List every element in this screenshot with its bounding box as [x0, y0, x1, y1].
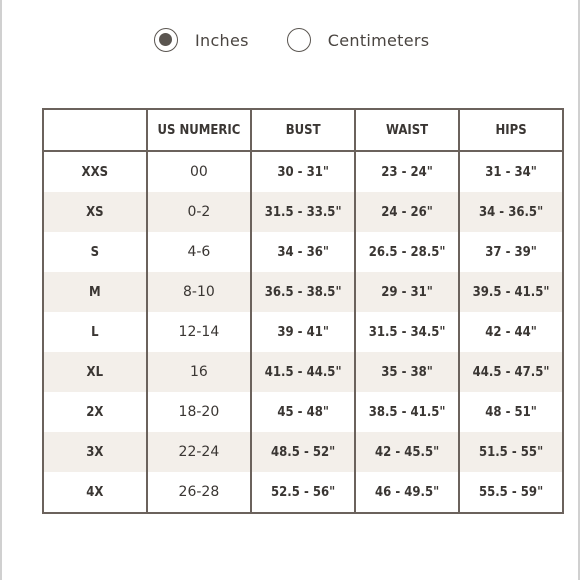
cell-size: 2X [43, 392, 147, 432]
header-hips: HIPS [459, 109, 563, 151]
cell-size: 4X [43, 472, 147, 513]
cell-hips: 55.5 - 59" [459, 472, 563, 513]
cell-waist: 31.5 - 34.5" [355, 312, 459, 352]
cell-hips: 44.5 - 47.5" [459, 352, 563, 392]
cell-hips: 34 - 36.5" [459, 192, 563, 232]
cell-waist: 23 - 24" [355, 151, 459, 192]
cell-us-numeric: 22-24 [147, 432, 252, 472]
cell-us-numeric: 16 [147, 352, 252, 392]
cell-bust: 31.5 - 33.5" [251, 192, 355, 232]
size-chart-table [42, 108, 564, 514]
table-row [43, 192, 563, 232]
unit-label-inches: Inches [195, 30, 249, 50]
cell-waist: 29 - 31" [355, 272, 459, 312]
cell-us-numeric: 12-14 [147, 312, 252, 352]
table-row [43, 151, 563, 192]
cell-size: 3X [43, 432, 147, 472]
radio-unchecked-icon[interactable] [287, 28, 311, 52]
cell-waist: 46 - 49.5" [355, 472, 459, 513]
cell-us-numeric: 26-28 [147, 472, 252, 513]
cell-bust: 48.5 - 52" [251, 432, 355, 472]
cell-hips: 37 - 39" [459, 232, 563, 272]
cell-hips: 42 - 44" [459, 312, 563, 352]
table-row [43, 232, 563, 272]
header-us-numeric: US NUMERIC [147, 109, 252, 151]
cell-us-numeric: 00 [147, 151, 252, 192]
cell-size: S [43, 232, 147, 272]
cell-size: M [43, 272, 147, 312]
table-row [43, 352, 563, 392]
cell-bust: 45 - 48" [251, 392, 355, 432]
table-row [43, 392, 563, 432]
unit-option-centimeters[interactable] [287, 28, 430, 52]
table-row [43, 472, 563, 513]
cell-bust: 41.5 - 44.5" [251, 352, 355, 392]
table-row [43, 432, 563, 472]
left-edge-divider [0, 0, 2, 580]
header-waist: WAIST [355, 109, 459, 151]
cell-bust: 36.5 - 38.5" [251, 272, 355, 312]
cell-size: XS [43, 192, 147, 232]
header-bust: BUST [251, 109, 355, 151]
table-row [43, 312, 563, 352]
table-row [43, 272, 563, 312]
cell-waist: 42 - 45.5" [355, 432, 459, 472]
cell-waist: 38.5 - 41.5" [355, 392, 459, 432]
cell-bust: 34 - 36" [251, 232, 355, 272]
cell-us-numeric: 8-10 [147, 272, 252, 312]
cell-bust: 39 - 41" [251, 312, 355, 352]
unit-option-inches[interactable] [154, 28, 249, 52]
cell-waist: 26.5 - 28.5" [355, 232, 459, 272]
cell-hips: 31 - 34" [459, 151, 563, 192]
unit-toggle [154, 24, 429, 56]
table-header-row [43, 109, 563, 151]
cell-size: XL [43, 352, 147, 392]
radio-checked-icon[interactable] [154, 28, 178, 52]
cell-size: XXS [43, 151, 147, 192]
cell-hips: 39.5 - 41.5" [459, 272, 563, 312]
cell-hips: 51.5 - 55" [459, 432, 563, 472]
header-size [43, 109, 147, 151]
cell-waist: 24 - 26" [355, 192, 459, 232]
cell-us-numeric: 4-6 [147, 232, 252, 272]
cell-hips: 48 - 51" [459, 392, 563, 432]
cell-us-numeric: 0-2 [147, 192, 252, 232]
cell-size: L [43, 312, 147, 352]
cell-bust: 30 - 31" [251, 151, 355, 192]
cell-bust: 52.5 - 56" [251, 472, 355, 513]
unit-label-centimeters: Centimeters [327, 30, 430, 50]
cell-us-numeric: 18-20 [147, 392, 252, 432]
cell-waist: 35 - 38" [355, 352, 459, 392]
